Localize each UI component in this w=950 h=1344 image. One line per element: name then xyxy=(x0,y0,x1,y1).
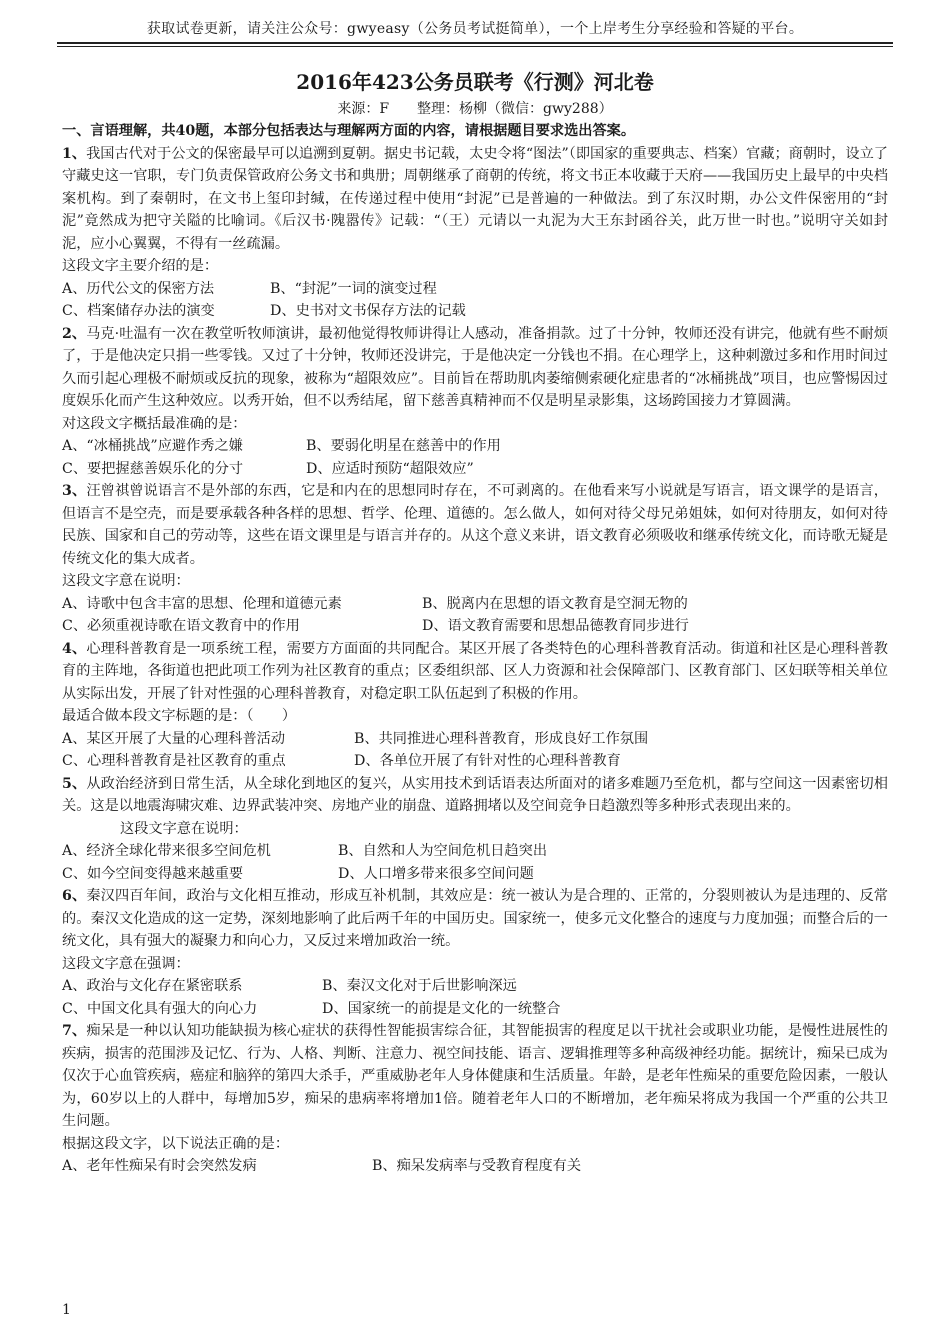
option-b: B、共同推进心理科普教育，形成良好工作氛围 xyxy=(354,730,649,747)
question-passage: 我国古代对于公文的保密最早可以追溯到夏朝。据史书记载，太史令将“图法”（即国家的重要典志、档案）官藏；商朝时，设立了守藏史这一官职，专门负责保管政府公务文书和典册；周朝继承了商朝的传统，将文书正本收藏于天府——我国历史上最早的中央档案机构。到了秦朝时，在文书上玺印封缄，在传递过程中使用“封泥”已是普遍的一种做法。到了东汉时期，办公文件保密用的“封泥”竟然成为把守关隘的比喻词。《后汉书·隗嚣传》记载：“（王）元请以一丸泥为大王东封函谷关，此万世一时也。”说明守关如封泥，应小心翼翼，不得有一丝疏漏。 xyxy=(62,145,888,252)
question-3 xyxy=(62,480,888,638)
option-c: C、要把握慈善娱乐化的分寸 xyxy=(62,460,244,477)
question-5 xyxy=(62,773,888,886)
option-row xyxy=(62,435,888,458)
option-b: B、痴呆发病率与受教育程度有关 xyxy=(372,1158,582,1174)
option-row xyxy=(62,975,888,998)
option-a: A、老年性痴呆有时会突然发病 xyxy=(62,1158,257,1174)
question-passage: 从政治经济到日常生活，从全球化到地区的复兴，从实用技术到话语表达所面对的诸多难题乃至危机，都与空间这一因素密切相关。这是以地震海啸灾难、边界武装冲突、房地产业的崩盘、道路拥堵以及空间竞争日趋激烈等多种形式表现出来的。 xyxy=(62,775,888,814)
question-text xyxy=(62,1020,888,1133)
question-passage: 马克·吐温有一次在教堂听牧师演讲，最初他觉得牧师讲得让人感动，准备捐款。过了十分钟，牧师还没有讲完，他就有些不耐烦了，于是他决定只捐一些零钱。又过了十分钟，牧师还没讲完，于是他决定一分钱也不捐。在心理学上，这种刺激过多和作用时间过久而引起心理极不耐烦或反抗的现象，被称为“超限效应”。目前旨在帮助肌肉萎缩侧索硬化症患者的“冰桶挑战”项目，也应警惕因过度娱乐化而产生这种效应。以秀开始，但不以秀结尾，留下慈善真精神而不仅是明星录影集，这场跨国接力才算圆满。 xyxy=(62,325,889,409)
question-stem: 根据这段文字，以下说法正确的是： xyxy=(62,1135,290,1152)
question-text xyxy=(62,480,888,570)
option-row xyxy=(62,593,888,616)
question-passage: 心理科普教育是一项系统工程，需要方方面面的共同配合。某区开展了各类特色的心理科普教育活动。街道和社区是心理科普教育的主阵地，各街道也把此项工作列为社区教育的重点；区委组织部、区人力资源和社会保障部门、区教育部门、区妇联等相关单位从实际出发，开展了针对性强的心理科普教育，对稳定职工队伍起到了积极的作用。 xyxy=(62,640,888,702)
option-a: A、诗歌中包含丰富的思想、伦理和道德元素 xyxy=(62,595,342,612)
option-d: D、各单位开展了有针对性的心理科普教育 xyxy=(354,753,621,769)
section-title: 一、言语理解，共40题，本部分包括表达与理解两方面的内容，请根据题目要求选出答案。 xyxy=(62,123,636,139)
document-title: 2016年423公务员联考《行测》河北卷 xyxy=(296,70,654,94)
question-stem: 这段文字主要介绍的是： xyxy=(62,258,219,274)
question-text xyxy=(62,638,888,706)
option-row xyxy=(62,300,888,323)
option-b: B、脱离内在思想的语文教育是空洞无物的 xyxy=(422,595,688,612)
question-number: 7、 xyxy=(62,1023,87,1039)
option-a: A、某区开展了大量的心理科普活动 xyxy=(62,730,286,747)
option-c: C、必须重视诗歌在语文教育中的作用 xyxy=(62,618,300,634)
page-number: 1 xyxy=(62,1302,71,1318)
question-stem: 这段文字意在说明： xyxy=(62,573,190,589)
question-number: 3、 xyxy=(62,483,87,499)
question-stem: 这段文字意在说明： xyxy=(120,820,248,837)
question-number: 4、 xyxy=(62,640,87,657)
question-1 xyxy=(62,143,888,323)
question-6 xyxy=(62,885,888,1020)
option-b: B、要弱化明星在慈善中的作用 xyxy=(306,438,501,454)
option-row xyxy=(62,840,888,863)
option-c: C、如今空间变得越来越重要 xyxy=(62,865,244,882)
header-notice: 获取试卷更新，请关注公众号：gwyeasy（公务员考试挺简单），一个上岸考生分享经验和答疑的平台。 xyxy=(146,21,804,37)
question-text xyxy=(62,773,888,818)
option-c: C、心理科普教育是社区教育的重点 xyxy=(62,753,286,769)
question-text xyxy=(62,143,888,256)
question-text xyxy=(62,323,888,413)
question-passage: 汪曾祺曾说语言不是外部的东西，它是和内在的思想同时存在，不可剥离的。在他看来写小说就是写语言，语文课学的是语言，但语言不是空壳，而是要承载各种各样的思想、哲学、伦理、道德的。怎么做人，如何对待父母兄弟姐妹，如何对待朋友，如何对待民族、国家和自己的劳动等，这些在语文课里是与语言并存的。从这个意义来讲，语文教育必须吸收和继承传统文化，而诗歌无疑是传统文化的集大成者。 xyxy=(62,483,888,567)
option-a: A、“冰桶挑战”应避作秀之嫌 xyxy=(62,438,243,454)
option-d: D、语文教育需要和思想品德教育同步进行 xyxy=(422,618,689,634)
header-divider xyxy=(57,42,893,44)
option-row xyxy=(62,458,888,481)
option-row xyxy=(62,1155,888,1178)
option-row xyxy=(62,750,888,773)
option-row xyxy=(62,615,888,638)
option-row xyxy=(62,728,888,751)
option-row xyxy=(62,998,888,1021)
question-stem: 最适合做本段文字标题的是：（ ） xyxy=(62,708,297,724)
question-number: 2、 xyxy=(62,325,87,342)
question-2 xyxy=(62,323,888,481)
option-b: B、“封泥”一词的演变过程 xyxy=(270,280,437,297)
question-text xyxy=(62,885,888,953)
question-7 xyxy=(62,1020,888,1178)
option-d: D、人口增多带来很多空间问题 xyxy=(338,865,534,882)
option-b: B、自然和人为空间危机日趋突出 xyxy=(338,843,548,859)
option-a: A、历代公文的保密方法 xyxy=(62,280,215,297)
question-number: 1、 xyxy=(62,145,87,162)
question-number: 6、 xyxy=(62,888,87,904)
option-b: B、秦汉文化对于后世影响深远 xyxy=(322,978,517,994)
option-row xyxy=(62,863,888,886)
header-divider-thin xyxy=(57,46,893,47)
document-subtitle: 来源：F 整理：杨柳（微信：gwy288） xyxy=(337,101,613,117)
option-a: A、经济全球化带来很多空间危机 xyxy=(62,843,271,859)
option-d: D、史书对文书保存方法的记载 xyxy=(270,303,466,319)
document-body xyxy=(62,120,888,1178)
question-stem: 这段文字意在强调： xyxy=(62,955,190,972)
option-d: D、应适时预防“超限效应” xyxy=(306,460,474,477)
question-stem: 对这段文字概括最准确的是： xyxy=(62,415,247,432)
option-c: C、档案储存办法的演变 xyxy=(62,303,215,319)
question-passage: 秦汉四百年间，政治与文化相互推动，形成互补机制，其效应是：统一被认为是合理的、正常的，分裂则被认为是违理的、反常的。秦汉文化造成的这一定势，深刻地影响了此后两千年的中国历史。国家统一，使多元文化整合的速度与力度加强；而整合后的一统文化，具有强大的凝聚力和向心力，又反过来增加政治一统。 xyxy=(62,888,888,949)
question-passage: 痴呆是一种以认知功能缺损为核心症状的获得性智能损害综合征，其智能损害的程度足以干扰社会或职业功能，是慢性进展性的疾病，损害的范围涉及记忆、行为、人格、判断、注意力、视空间技能、语言、逻辑推理等多种高级神经功能。据统计，痴呆已成为仅次于心血管疾病，癌症和脑猝的第四大杀手，严重威胁老年人身体健康和生活质量。年龄，是老年性痴呆的重要危险因素，一般认为，60岁以上的人群中，每增加5岁，痴呆的患病率将增加1倍。随着老年人口的不断增加，老年痴呆将成为我国一个严重的公共卫生问题。 xyxy=(62,1023,888,1129)
option-a: A、政治与文化存在紧密联系 xyxy=(62,978,243,994)
option-d: D、国家统一的前提是文化的一统整合 xyxy=(322,1000,561,1017)
question-4 xyxy=(62,638,888,773)
option-row xyxy=(62,278,888,301)
option-c: C、中国文化具有强大的向心力 xyxy=(62,1000,258,1017)
question-number: 5、 xyxy=(62,775,87,792)
